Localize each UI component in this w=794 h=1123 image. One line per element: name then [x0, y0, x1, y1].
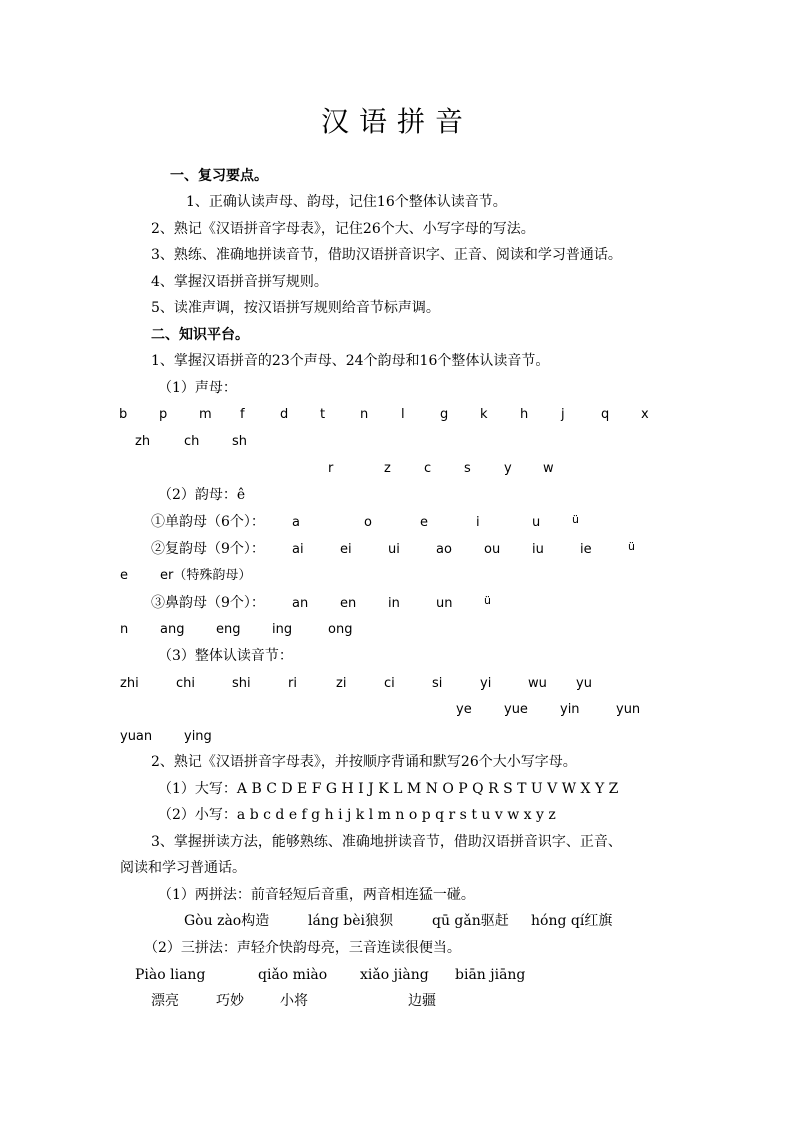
- yunmu-cell: a: [292, 515, 300, 530]
- three-spell-word: 漂亮: [151, 993, 179, 1009]
- review-item-4: 4、掌握汉语拼音拼写规则。: [151, 274, 328, 290]
- three-spell-pinyin: xiǎo jiàng: [360, 967, 429, 983]
- two-spell-example: qū gǎn驱赶: [432, 913, 509, 929]
- shengmu-cell: sh: [232, 434, 248, 449]
- review-item-3: 3、熟练、准确地拼读音节，借助汉语拼音识字、正音、阅读和学习普通话。: [151, 247, 622, 263]
- yunmu-cell: ei: [340, 542, 352, 557]
- shengmu-cell: b: [119, 407, 128, 422]
- zhengti-cell: yun: [616, 702, 641, 717]
- shengmu-cell: zh: [135, 434, 151, 449]
- section2-heading: 二、知识平台。: [151, 327, 249, 343]
- bi-yunmu-label: ③鼻韵母（9个）：: [151, 595, 265, 611]
- shengmu-cell: ch: [184, 434, 200, 449]
- shengmu-cell: d: [280, 407, 289, 422]
- yunmu-cell: e: [120, 568, 128, 583]
- shengmu-cell: k: [480, 407, 488, 422]
- zhengti-cell: ying: [184, 729, 212, 744]
- shengmu-cell: z: [384, 461, 391, 476]
- page-title: 汉语拼音: [320, 105, 473, 138]
- yunmu-cell: o: [364, 515, 372, 530]
- shengmu-cell: n: [360, 407, 369, 422]
- zhengti-cell: chi: [176, 676, 195, 691]
- yunmu-cell: ü: [572, 513, 579, 526]
- yunmu-cell: ang: [160, 622, 185, 637]
- two-spell-example: Gòu zào构造: [184, 913, 270, 929]
- review-item-1: 1、正确认读声母、韵母，记住16个整体认读音节。: [186, 194, 507, 210]
- three-spell-word: 边疆: [408, 993, 436, 1009]
- zhengti-cell: yue: [504, 702, 528, 717]
- zhengti-cell: ye: [456, 702, 472, 717]
- knowledge-item-3-cont: 阅读和学习普通话。: [120, 860, 246, 876]
- knowledge-item-1: 1、掌握汉语拼音的23个声母、24个韵母和16个整体认读音节。: [151, 353, 550, 369]
- section1-heading: 一、复习要点。: [170, 168, 268, 184]
- yunmu-cell: an: [292, 596, 309, 611]
- yunmu-cell: ie: [580, 542, 592, 557]
- yunmu-cell: iu: [532, 542, 544, 557]
- three-spell-pinyin: Piào liang: [135, 967, 206, 983]
- knowledge-item-3: 3、掌握拼读方法，能够熟练、准确地拼读音节，借助汉语拼音识字、正音、: [151, 834, 622, 850]
- review-item-2: 2、熟记《汉语拼音字母表》，记住26个大、小写字母的写法。: [151, 221, 535, 237]
- three-spell-pinyin: qiǎo miào: [258, 967, 328, 983]
- shengmu-label: （1）声母：: [158, 380, 237, 396]
- yunmu-cell: ou: [484, 542, 501, 557]
- three-spell-word: 小将: [280, 993, 308, 1009]
- shengmu-cell: s: [464, 461, 471, 476]
- zhengti-cell: shi: [232, 676, 251, 691]
- shengmu-cell: g: [440, 407, 449, 422]
- yunmu-cell: u: [532, 515, 541, 530]
- zhengti-cell: yin: [560, 702, 580, 717]
- uppercase-alphabet: （1）大写：A B C D E F G H I J K L M N O P Q R S T U V W X Y Z: [158, 781, 619, 797]
- two-spell-example: hóng qí红旗: [531, 913, 613, 929]
- zhengti-cell: yu: [576, 676, 592, 691]
- shengmu-cell: w: [543, 461, 554, 476]
- yunmu-cell: e: [420, 515, 428, 530]
- zhengti-cell: wu: [528, 676, 547, 691]
- zhengti-cell: yuan: [120, 729, 153, 744]
- zhengti-cell: ri: [288, 676, 297, 691]
- yunmu-cell: ao: [436, 542, 452, 557]
- two-spell-method: （1）两拼法：前音轻短后音重，两音相连猛一碰。: [158, 887, 475, 903]
- zhengti-cell: yi: [480, 676, 492, 691]
- fu-yunmu-label: ②复韵母（9个）：: [151, 541, 265, 557]
- yunmu-cell: ai: [292, 542, 304, 557]
- yunmu-cell: er（特殊韵母）: [160, 568, 252, 583]
- zhengti-cell: ci: [384, 676, 395, 691]
- yunmu-cell: i: [476, 515, 480, 530]
- dan-yunmu-label: ①单韵母（6个）：: [151, 514, 265, 530]
- yunmu-cell: un: [436, 596, 453, 611]
- shengmu-cell: x: [641, 407, 649, 422]
- zhengti-label: （3）整体认读音节：: [158, 648, 293, 664]
- three-spell-method: （2）三拼法：声轻介快韵母亮，三音连读很便当。: [144, 940, 461, 956]
- yunmu-label: （2）韵母：ê: [158, 487, 246, 503]
- yunmu-cell: ü: [484, 594, 491, 607]
- yunmu-cell: in: [388, 596, 400, 611]
- shengmu-cell: t: [320, 407, 326, 422]
- shengmu-cell: r: [328, 461, 334, 476]
- yunmu-cell: eng: [216, 622, 241, 637]
- yunmu-cell: en: [340, 596, 357, 611]
- yunmu-cell: ong: [328, 622, 353, 637]
- shengmu-cell: q: [601, 407, 610, 422]
- review-item-5: 5、读准声调，按汉语拼写规则给音节标声调。: [151, 300, 440, 316]
- yunmu-cell: n: [120, 622, 129, 637]
- yunmu-cell: ü: [628, 540, 635, 553]
- zhengti-cell: zi: [336, 676, 347, 691]
- yunmu-cell: ing: [272, 622, 293, 637]
- shengmu-cell: j: [561, 407, 565, 422]
- knowledge-item-2: 2、熟记《汉语拼音字母表》，并按顺序背诵和默写26个大小写字母。: [151, 754, 577, 770]
- three-spell-word: 巧妙: [216, 993, 244, 1009]
- yunmu-cell: ui: [388, 542, 400, 557]
- shengmu-cell: f: [240, 407, 245, 422]
- three-spell-pinyin: biān jiāng: [455, 967, 526, 983]
- two-spell-example: láng bèi狼狈: [308, 913, 393, 929]
- zhengti-cell: zhi: [120, 676, 139, 691]
- shengmu-cell: p: [159, 407, 168, 422]
- shengmu-cell: c: [424, 461, 432, 476]
- lowercase-alphabet: （2）小写：a b c d e f g h i j k l m n o p q r s t u v w x y z: [158, 807, 556, 823]
- shengmu-cell: h: [520, 407, 529, 422]
- shengmu-cell: m: [199, 407, 212, 422]
- zhengti-cell: si: [432, 676, 443, 691]
- shengmu-cell: y: [504, 461, 512, 476]
- shengmu-cell: l: [401, 407, 405, 422]
